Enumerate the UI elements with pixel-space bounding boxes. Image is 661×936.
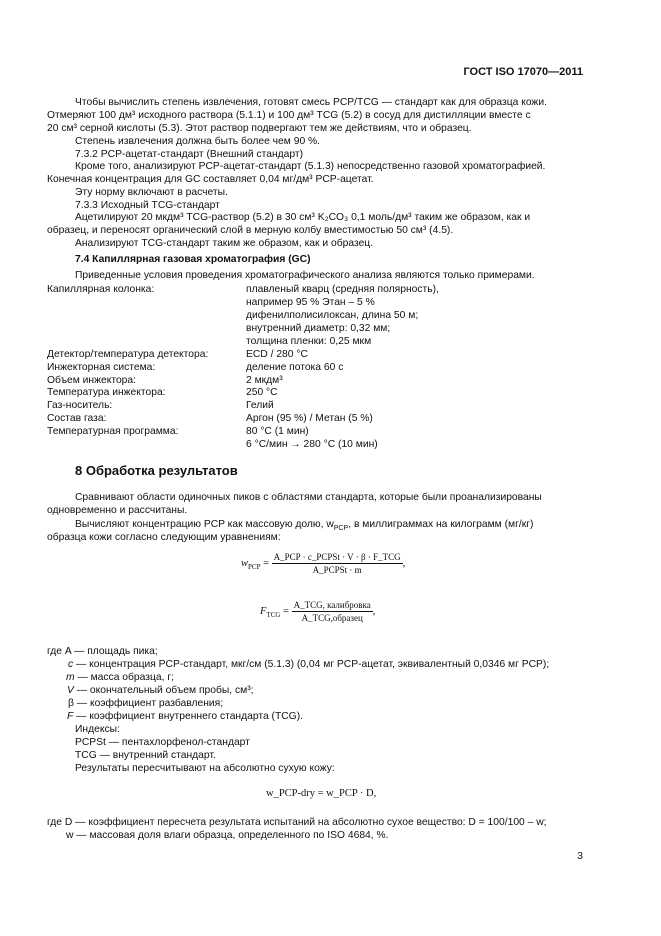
legend-symbol: c — [68, 659, 74, 670]
param-value: Гелий — [246, 400, 274, 411]
legend-line — [47, 645, 158, 658]
param-value: ECD / 280 °C — [246, 349, 308, 360]
numerator: A_TCG, калибровка — [293, 600, 371, 610]
subsection-heading: 7.3.2 PCP-ацетат-стандарт (Внешний стандарт) — [75, 149, 304, 160]
equation-w-dry: w_PCP-dry = w_PCP · D, — [266, 788, 377, 799]
text-run: , в миллиграммах на килограмм (мг/кг) — [348, 519, 534, 530]
legend-symbol: V — [67, 685, 74, 696]
body-line: образец, и переносят органический слой в мерную колбу вместимостью 50 см³ (4.5). — [47, 225, 454, 236]
param-value: внутренний диаметр: 0,32 мм; — [246, 323, 391, 334]
param-label: Состав газа: — [47, 413, 107, 424]
eq-subscript: PCP — [248, 563, 261, 571]
body-line: 20 см³ серной кислоты (5.3). Этот раствор подвергают тем же действиям, что и образец. — [47, 123, 472, 134]
param-value: 80 °C (1 мин) — [246, 426, 309, 437]
body-line: Чтобы вычислить степень извлечения, готовят смесь PCP/TCG — стандарт как для образца кожи. — [75, 97, 547, 108]
fraction — [272, 552, 403, 575]
body-line: Степень извлечения должна быть более чем 90 %. — [75, 136, 321, 147]
text-run: Вычисляют концентрацию PCP как массовую долю, w — [75, 519, 334, 530]
denominator: A_TCG,образец — [301, 613, 363, 623]
body-line: Кроме того, анализируют PCP-ацетат-стандарт (5.1.3) непосредственно газовой хроматографией. — [75, 161, 546, 172]
param-value: дифенилполисилоксан, длина 50 м; — [246, 310, 419, 321]
subsection-heading: 7.3.3 Исходный TCG-стандарт — [75, 200, 220, 211]
legend2-line: где D — коэффициент пересчета результата испытаний на абсолютно сухое вещество: D = 100/100 – w; — [47, 817, 547, 828]
param-value: толщина пленки: 0,25 мкм — [246, 336, 372, 347]
legend-text: — коэффициент разбавления; — [73, 698, 224, 709]
body-line: Конечная концентрация для GC составляет 0,04 мг/дм³ PCP-ацетат. — [47, 174, 374, 185]
body-line: Отмеряют 100 дм³ исходного раствора (5.1.1) и 100 дм³ TCG (5.2) в сосуд для дистилляции вместе с — [47, 110, 531, 121]
legend2-line: w — массовая доля влаги образца, определенного по ISO 4684, %. — [66, 830, 389, 841]
param-value: плавленый кварц (средняя полярность), — [246, 284, 439, 295]
denominator: A_PCPSt · m — [312, 565, 362, 575]
recalc-line: Результаты пересчитывают на абсолютно сухую кожу: — [75, 763, 335, 774]
param-label: Объем инжектора: — [47, 375, 136, 386]
param-label: Инжекторная система: — [47, 362, 156, 373]
param-label: Газ-носитель: — [47, 400, 113, 411]
section-7-4-title: 7.4 Капиллярная газовая хроматография (GC) — [75, 254, 311, 265]
document-header: ГОСТ ISO 17070—2011 — [463, 66, 583, 78]
legend-symbol: β — [68, 698, 74, 709]
numerator: A_PCP · c_PCPSt · V · β · F_TCG — [273, 552, 401, 562]
legend-line — [68, 697, 223, 710]
subscript: PCP — [333, 525, 349, 533]
index-tcg: TCG — внутренний стандарт. — [75, 750, 216, 761]
param-value: например 95 % Этан – 5 % — [246, 297, 375, 308]
equation-w-pcp: $w_{PCP}$ = $\frac{\text{A\_PCP · c\_PCPSt · V · β · F\_TCG}}{\text{A\_PCPSt · m}}$ , — [241, 552, 406, 575]
body-line: образца кожи согласно следующим уравнениям: — [47, 532, 281, 543]
section-8-title: 8 Обработка результатов — [75, 463, 238, 478]
eq-tail: , — [372, 605, 376, 617]
legend-symbol: m — [66, 672, 75, 683]
body-line: Сравнивают области одиночных пиков с областями стандарта, которые были проанализированы — [75, 492, 542, 503]
legend-line — [67, 710, 303, 723]
index-pcpst: PCPSt — пентахлорфенол-стандарт — [75, 737, 250, 748]
param-label: Капиллярная колонка: — [47, 284, 155, 295]
param-label: Температурная программа: — [47, 426, 179, 437]
legend-text: — масса образца, г; — [74, 672, 174, 683]
param-label: Температура инжектора: — [47, 387, 166, 398]
body-line: Ацетилируют 20 мкдм³ TCG-раствор (5.2) в 30 см³ K₂CO₃ 0,1 моль/дм³ таким же образом, как и — [75, 212, 531, 223]
legend-symbol: F — [67, 711, 74, 722]
legend-text: — коэффициент внутреннего стандарта (TCG). — [73, 711, 303, 722]
param-value: 6 °С/мин → 280 °C (10 мин) — [246, 439, 378, 450]
eq-subscript: TCG — [266, 611, 281, 619]
page-number: 3 — [577, 850, 583, 862]
eq-symbol: w — [241, 557, 249, 569]
body-line: Анализируют TCG-стандарт таким же образом, как и образец. — [75, 238, 374, 249]
body-line: Эту норму включают в расчеты. — [75, 187, 228, 198]
param-value: 250 °C — [246, 387, 278, 398]
eq-tail: , — [402, 557, 406, 569]
param-label: Детектор/температура детектора: — [47, 349, 209, 360]
legend-line — [68, 658, 549, 671]
legend-line — [66, 671, 174, 684]
legend-text: — концентрация PCP-стандарт, мкг/см (5.1.3) (0,04 мг PCP-ацетат, эквивалентный 0,0346 мг PCP); — [73, 659, 550, 670]
section-7-4-intro: Приведенные условия проведения хроматографического анализа являются только примерами. — [75, 270, 535, 281]
eq-symbol: F — [260, 605, 267, 617]
legend-line — [67, 684, 254, 697]
legend-text: — окончательный объем пробы, см³; — [73, 685, 254, 696]
param-value: деление потока 60 с — [246, 362, 344, 373]
indices-title: Индексы: — [75, 724, 120, 735]
fraction — [292, 600, 373, 623]
legend-symbol: где A — [47, 646, 72, 657]
legend-text: — площадь пика; — [71, 646, 158, 657]
param-value: Аргон (95 %) / Метан (5 %) — [246, 413, 373, 424]
equation-f-tcg: $F_{TCG}$ = $\frac{\text{A\_TCG, калибровка}}{\text{A\_TCG,образец}}$ , — [260, 600, 376, 623]
body-line: одновременно и рассчитаны. — [47, 505, 188, 516]
param-value: 2 мкдм³ — [246, 375, 283, 386]
